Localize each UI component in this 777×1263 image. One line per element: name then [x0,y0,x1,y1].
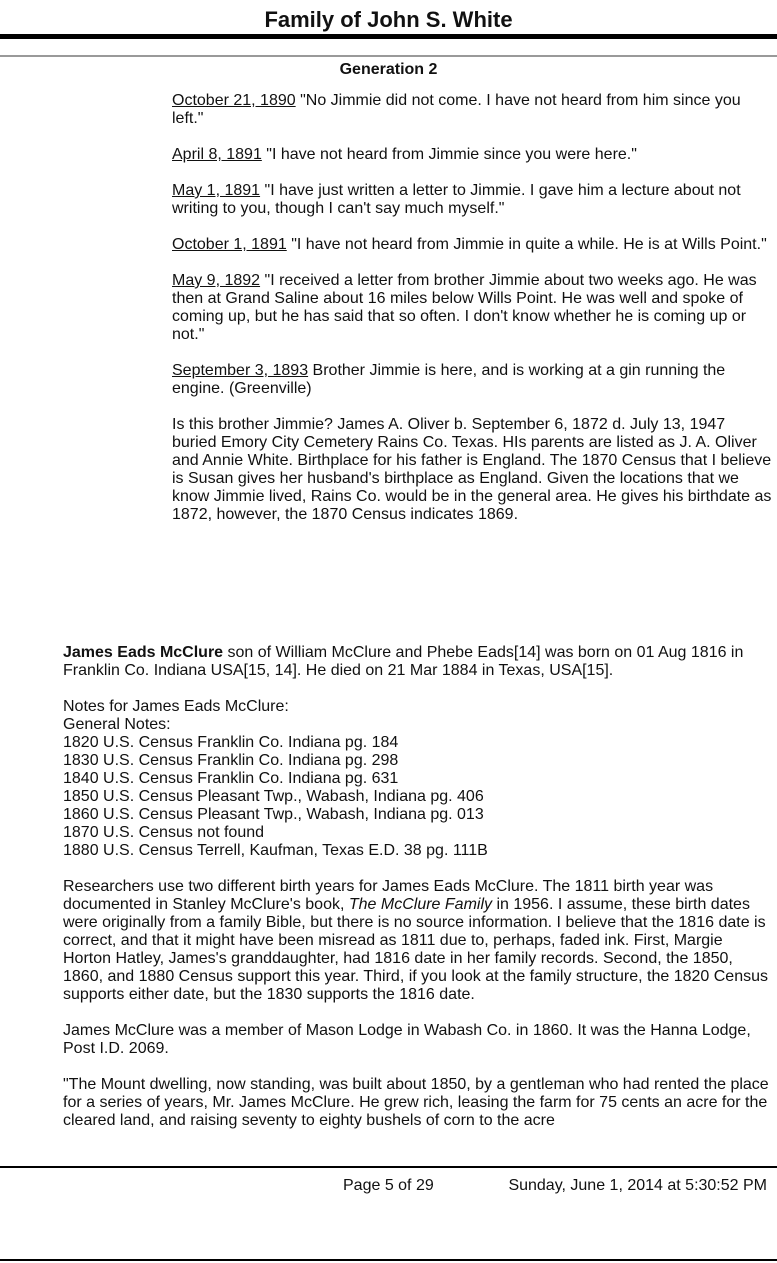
census-record: 1850 U.S. Census Pleasant Twp., Wabash, Indiana pg. 406 [63,788,484,805]
footer-rule-bottom [0,1259,777,1261]
header-rule-thick [0,34,777,39]
quote-paragraph: "The Mount dwelling, now standing, was built about 1850, by a gentleman who had rented the place for a series of years, Mr. James McClure. He grew rich, leasing the farm for 75 cents an acre for the cleared land, and raising seventy to eighty bushels of corn to the acre [63,1076,769,1129]
generation-heading: Generation 2 [339,61,438,78]
census-record: 1860 U.S. Census Pleasant Twp., Wabash, Indiana pg. 013 [63,806,484,823]
letter-text: "I have not heard from Jimmie since you were here." [261,146,637,163]
letter-excerpt [172,92,772,128]
footer-rule [0,1166,777,1168]
lodge-paragraph: James McClure was a member of Mason Lodge in Wabash Co. in 1860. It was the Hanna Lodge, Post I.D. 2069. [63,1022,751,1057]
letter-excerpt [172,182,772,218]
letter-date: May 9, 1892 [172,272,261,289]
person-name: James Eads McClure [63,644,224,661]
census-record: 1830 U.S. Census Franklin Co. Indiana pg. 298 [63,752,399,769]
book-title: The McClure Family [348,896,493,913]
letter-date: September 3, 1893 [172,362,309,379]
letter-date: April 8, 1891 [172,146,262,163]
print-timestamp: Sunday, June 1, 2014 at 5:30:52 PM [508,1177,767,1194]
letter-excerpt [172,236,772,254]
notes-heading: Notes for James Eads McClure: [63,698,289,715]
letter-text: "I received a letter from brother Jimmie about two weeks ago. He was then at Grand Saline about 16 miles below Wills Point. He was well and spoke of coming up, but he has said that so often. I don't know whether he is coming up or not." [172,272,757,343]
letter-date: October 21, 1890 [172,92,296,109]
letter-excerpt [172,146,772,164]
letter-text: Brother Jimmie is here, and is working at a gin running the engine. (Greenville) [172,362,726,397]
page-number: Page 5 of 29 [343,1177,434,1194]
census-record: 1870 U.S. Census not found [63,824,265,841]
letter-text: "No Jimmie did not come. I have not heard from him since you left." [172,92,741,127]
letter-text: "I have just written a letter to Jimmie. I gave him a lecture about not writing to you, though I can't say much myself." [172,182,741,217]
census-record: 1880 U.S. Census Terrell, Kaufman, Texas E.D. 38 pg. 111B [63,842,488,859]
header-rule-thin [0,55,777,57]
research-text: Researchers use two different birth years for James Eads McClure. The 1811 birth year was documented in Stanley McClure's book, [63,878,714,913]
jimmie-note: Is this brother Jimmie? James A. Oliver b. September 6, 1872 d. July 13, 1947 buried Emory City Cemetery Rains Co. Texas. HIs parents are listed as J. A. Oliver and Annie White. Birthplace for his father is England. The 1870 Census that I believe is Susan gives her husband's birthplace as England. Given the locations that we know Jimmie lived, Rains Co. would be in the general area. He gives his birthdate as 1872, however, the 1870 Census indicates 1869. [172,416,772,523]
letter-date: May 1, 1891 [172,182,261,199]
letters-excerpts [172,92,772,542]
letter-excerpt [172,362,772,398]
research-paragraph [63,878,773,1004]
person-summary-text: son of William McClure and Phebe Eads[14] was born on 01 Aug 1816 in Franklin Co. Indiana USA[15, 14]. He died on 21 Mar 1884 in Texas, USA[15]. [63,644,744,679]
letter-date: October 1, 1891 [172,236,287,253]
letter-text: "I have not heard from Jimmie in quite a while. He is at Wills Point." [286,236,767,253]
general-notes-heading: General Notes: [63,716,171,733]
research-text: in 1956. I assume, these birth dates were originally from a family Bible, but there is no source information. I believe that the 1816 date is correct, and that it might have been misread as 1811 due to, perhaps, faded ink. First, Margie Horton Hatley, James's granddaughter, had 1816 date in her family records. Second, the 1850, 1860, and 1880 Census support this year. Third, if you look at the family structure, the 1820 Census supports either date, but the 1830 supports the 1816 date. [63,896,768,1003]
person-entry [63,644,773,1148]
notes-block [63,698,773,860]
document-title: Family of John S. White [264,7,513,32]
person-summary [63,644,773,680]
census-record: 1820 U.S. Census Franklin Co. Indiana pg. 184 [63,734,399,751]
letter-excerpt [172,272,772,344]
census-record: 1840 U.S. Census Franklin Co. Indiana pg. 631 [63,770,399,787]
